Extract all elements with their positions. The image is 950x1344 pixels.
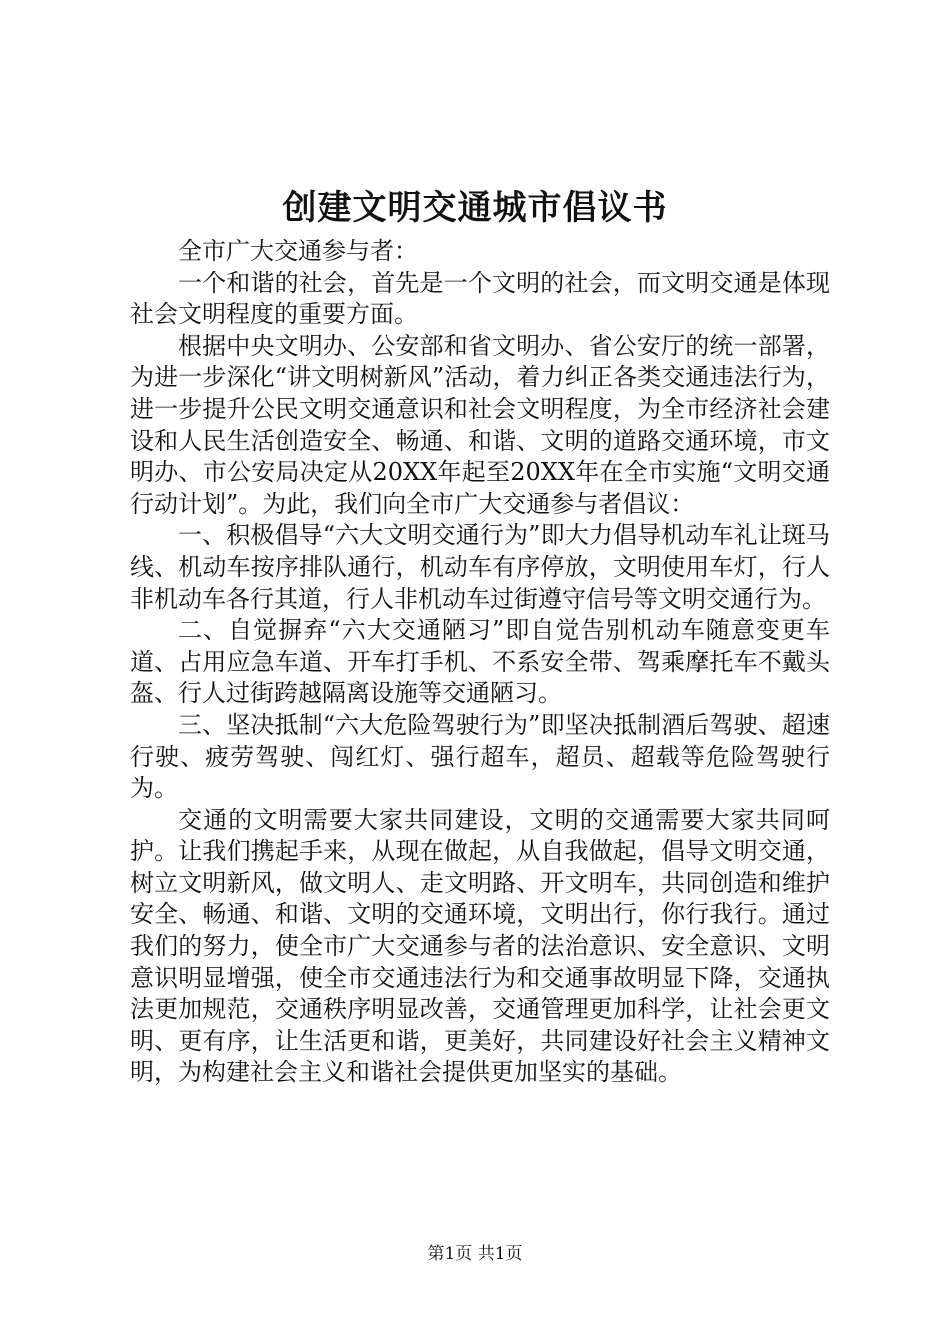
- paragraph-3: 一、积极倡导“六大文明交通行为”即大力倡导机动车礼让斑马线、机动车按序排队通行，机动车有序停放，文明使用车灯，行人非机动车各行其道，行人非机动车过街遵守信号等文明交通行为。: [130, 521, 830, 613]
- page-number-footer: 第1页 共1页: [427, 1244, 523, 1264]
- paragraph-6: 交通的文明需要大家共同建设，文明的交通需要大家共同呵护。让我们携起手来，从现在做起，从自我做起，倡导文明交通，树立文明新风，做文明人、走文明路、开文明车，共同创造和维护安全、畅通、和谐、文明的交通环境，文明出行，你行我行。通过我们的努力，使全市广大交通参与者的法治意识、安全意识、文明意识明显增强，使全市交通违法行为和交通事故明显下降，交通执法更加规范，交通秩序明显改善，交通管理更加科学，让社会更文明、更有序，让生活更和谐，更美好，共同建设好社会主义精神文明，为构建社会主义和谐社会提供更加坚实的基础。: [130, 805, 830, 1087]
- paragraph-1: 一个和谐的社会，首先是一个文明的社会，而文明交通是体现社会文明程度的重要方面。: [130, 268, 830, 329]
- salutation: 全市广大交通参与者：: [178, 237, 418, 265]
- document-body: [130, 236, 830, 1089]
- document-title: 创建文明交通城市倡议书: [282, 188, 668, 228]
- paragraph-4: 二、自觉摒弃“六大交通陋习”即自觉告别机动车随意变更车道、占用应急车道、开车打手机、不系安全带、驾乘摩托车不戴头盔、行人过街跨越隔离设施等交通陋习。: [130, 616, 830, 708]
- paragraph-5: 三、坚决抵制“六大危险驾驶行为”即坚决抵制酒后驾驶、超速行驶、疲劳驾驶、闯红灯、强行超车，超员、超载等危险驾驶行为。: [130, 710, 830, 803]
- paragraph-2: 根据中央文明办、公安部和省文明办、省公安厅的统一部署，为进一步深化“讲文明树新风”活动，着力纠正各类交通违法行为，进一步提升公民文明交通意识和社会文明程度，为全市经济社会建设和人民生活创造安全、畅通、和谐、文明的道路交通环境，市文明办、市公安局决定从20XX年起至20XX年在全市实施“文明交通行动计划”。为此，我们向全市广大交通参与者倡议：: [130, 331, 830, 518]
